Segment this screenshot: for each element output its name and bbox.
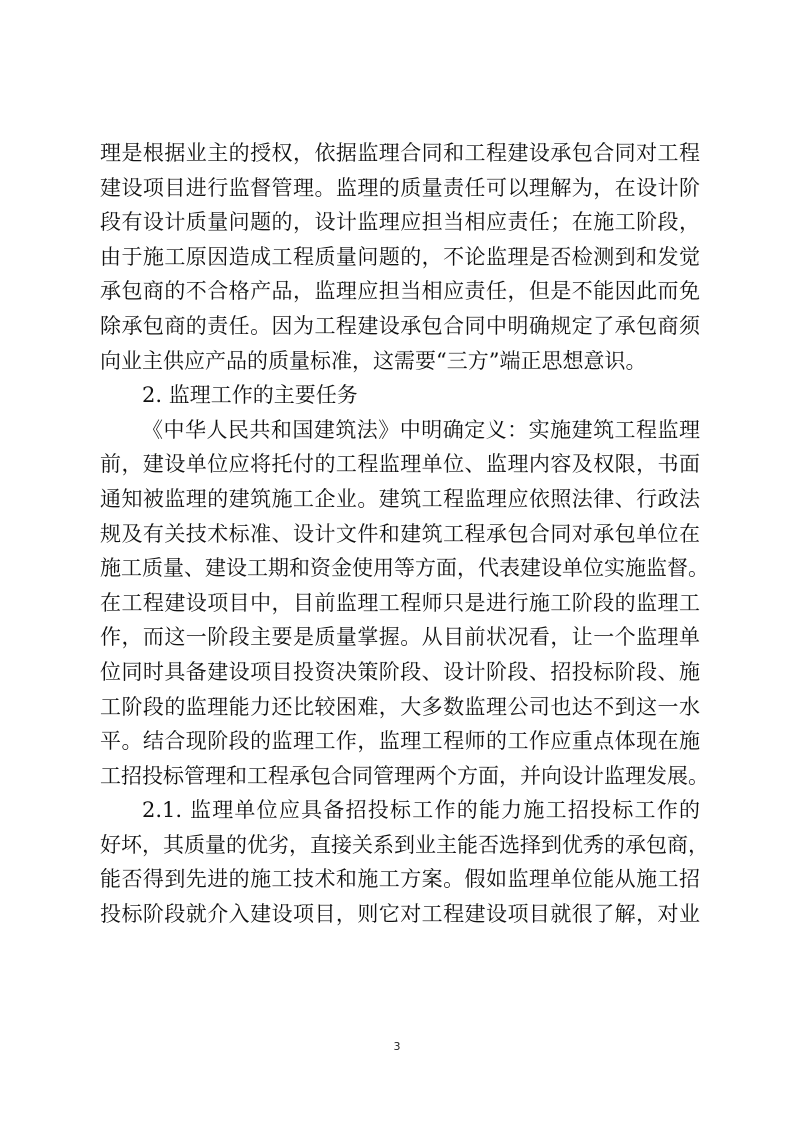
text-line: 除承包商的责任。因为工程建设承包合同中明确规定了承包商须: [100, 313, 700, 338]
text-line: 规及有关技术标准、设计文件和建筑工程承包合同对承包单位在: [100, 521, 700, 546]
text-line: 建设项目进行监督管理。监理的质量责任可以理解为，在设计阶: [100, 175, 700, 200]
page-number: 3: [393, 1040, 401, 1053]
text-line: 前，建设单位应将托付的工程监理单位、监理内容及权限，书面: [100, 452, 700, 477]
text-line: 承包商的不合格产品，监理应担当相应责任，但是不能因此而免: [100, 279, 700, 304]
text-line: 好坏，其质量的优劣，直接关系到业主能否选择到优秀的承包商，: [100, 832, 709, 857]
section-heading: 2. 监理工作的主要任务: [142, 383, 358, 408]
text-line: 工招投标管理和工程承包合同管理两个方面，并向设计监理发展。: [100, 763, 709, 788]
text-line: 在工程建设项目中，目前监理工程师只是进行施工阶段的监理工: [100, 590, 700, 615]
subsection-line: 2.1. 监理单位应具备招投标工作的能力施工招投标工作的: [142, 798, 700, 823]
text-line: 段有设计质量问题的，设计监理应担当相应责任；在施工阶段，: [100, 210, 700, 235]
text-line: 《中华人民共和国建筑法》中明确定义：实施建筑工程监理: [142, 417, 700, 442]
text-line: 工阶段的监理能力还比较困难，大多数监理公司也达不到这一水: [100, 694, 700, 719]
text-line: 施工质量、建设工期和资金使用等方面，代表建设单位实施监督。: [100, 556, 709, 581]
text-line: 理是根据业主的授权，依据监理合同和工程建设承包合同对工程: [100, 141, 700, 165]
body-text: [100, 136, 709, 932]
text-line: 向业主供应产品的质量标准，这需要“三方”端正思想意识。: [100, 348, 647, 373]
text-line: 由于施工原因造成工程质量问题的，不论监理是否检测到和发觉: [100, 244, 700, 269]
text-line: 通知被监理的建筑施工企业。建筑工程监理应依照法律、行政法: [100, 486, 700, 511]
text-line: 能否得到先进的施工技术和施工方案。假如监理单位能从施工招: [100, 867, 700, 892]
text-line: 平。结合现阶段的监理工作，监理工程师的工作应重点体现在施: [100, 729, 700, 754]
text-line: 投标阶段就介入建设项目，则它对工程建设项目就很了解，对业: [100, 902, 700, 927]
text-line: 位同时具备建设项目投资决策阶段、设计阶段、招投标阶段、施: [100, 659, 700, 684]
text-line: 作，而这一阶段主要是质量掌握。从目前状况看，让一个监理单: [100, 625, 700, 650]
